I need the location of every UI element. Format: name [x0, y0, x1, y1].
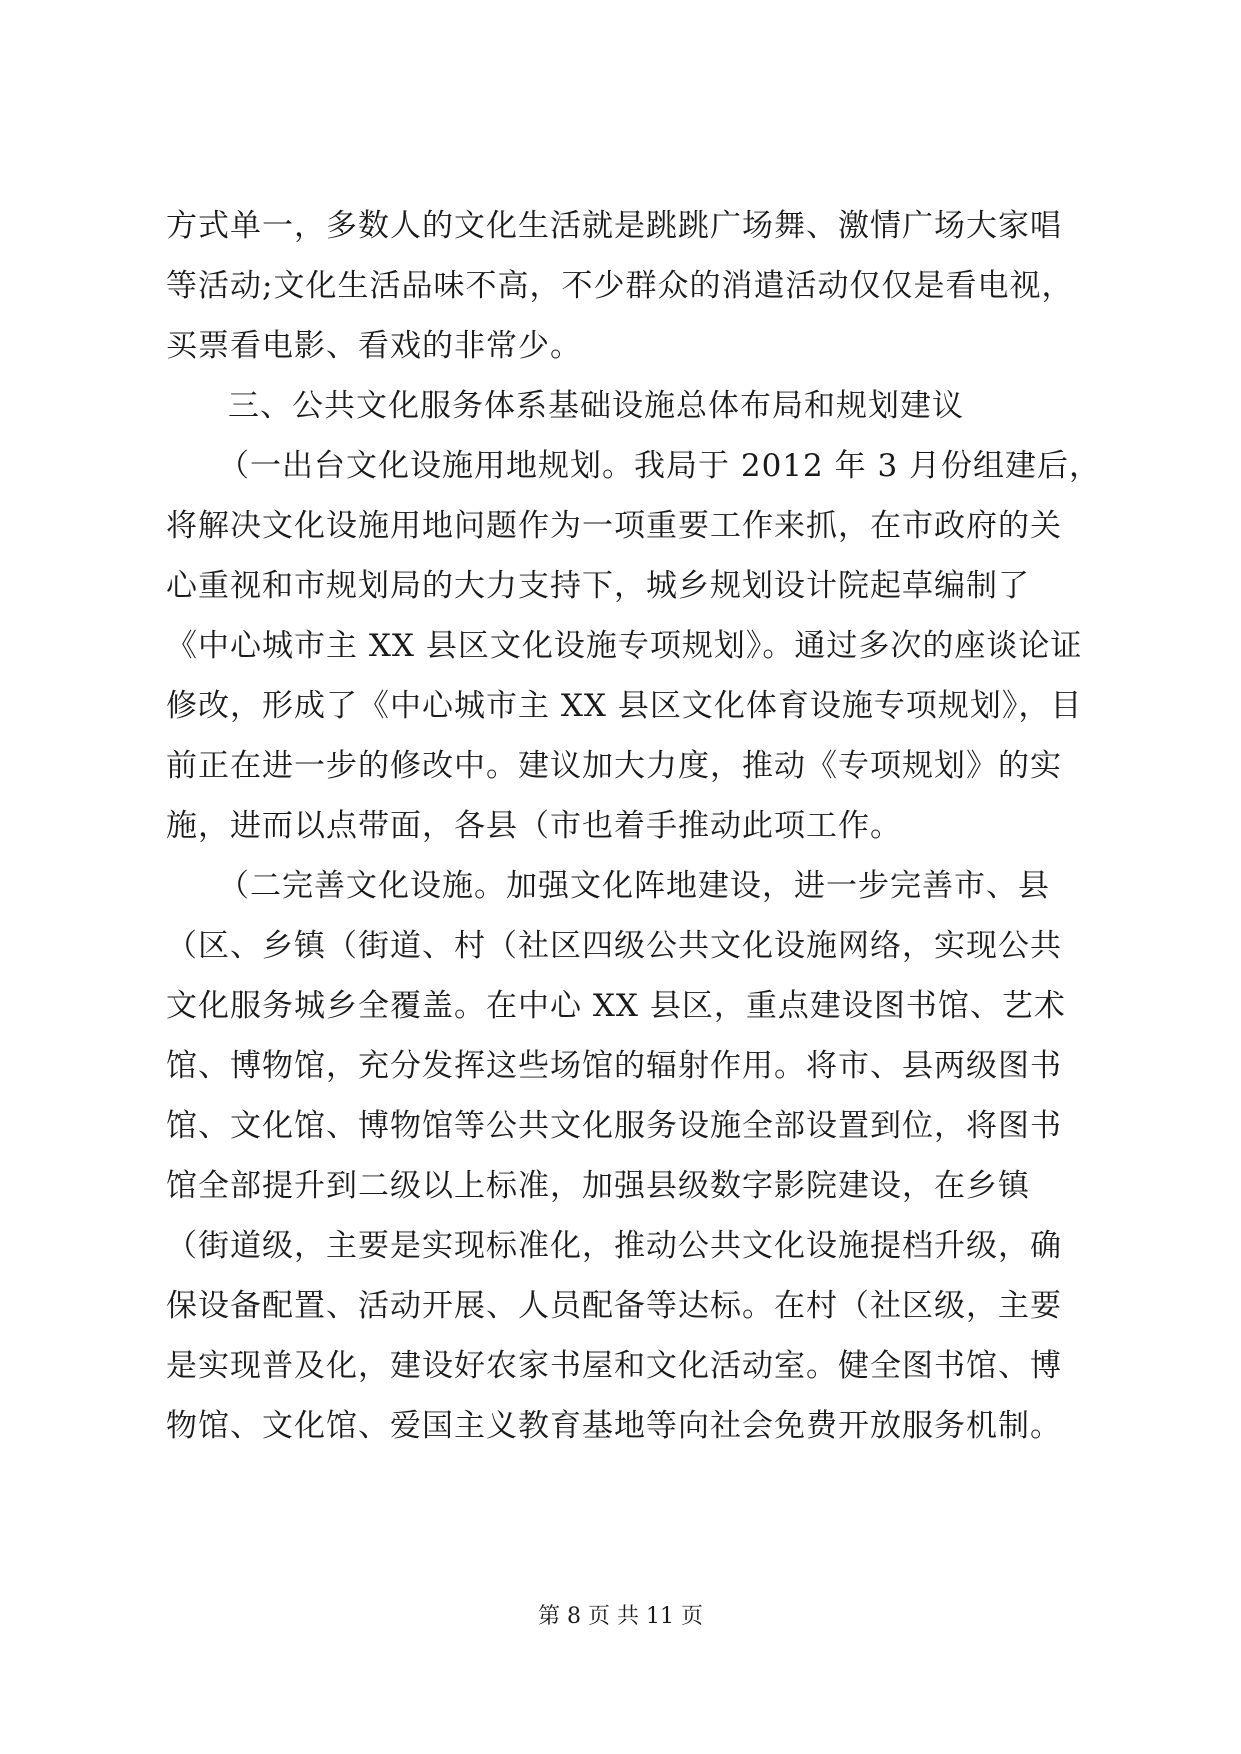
body-text-line: 将解决文化设施用地问题作为一项重要工作来抓，在市政府的关 [166, 508, 1062, 544]
body-text-line: 买票看电影、看戏的非常少。 [166, 328, 582, 364]
body-text-line: 心重视和市规划局的大力支持下，城乡规划设计院起草编制了 [166, 568, 1030, 604]
body-text-line: （一出台文化设施用地规划。我局于 2012 年 3 月份组建后， [218, 448, 1102, 484]
body-text-line: 是实现普及化，建设好农家书屋和文化活动室。健全图书馆、博 [166, 1348, 1062, 1384]
section-heading: 三、公共文化服务体系基础设施总体布局和规划建议 [228, 388, 964, 424]
body-text-line: 馆、文化馆、博物馆等公共文化服务设施全部设置到位，将图书 [166, 1108, 1062, 1144]
body-text-line: 《中心城市主 XX 县区文化设施专项规划》。通过多次的座谈论证 [166, 628, 1083, 664]
body-text-line: 施，进而以点带面，各县（市也着手推动此项工作。 [166, 808, 902, 844]
body-text-line: 保设备配置、活动开展、人员配备等达标。在村（社区级，主要 [166, 1288, 1062, 1324]
body-text-line: 前正在进一步的修改中。建议加大力度，推动《专项规划》的实 [166, 748, 1062, 784]
body-text-line: 物馆、文化馆、爱国主义教育基地等向社会免费开放服务机制。 [166, 1408, 1062, 1444]
body-text-line: 方式单一，多数人的文化生活就是跳跳广场舞、激情广场大家唱 [166, 208, 1062, 244]
body-text-line: 文化服务城乡全覆盖。在中心 XX 县区，重点建设图书馆、艺术 [166, 988, 1066, 1024]
page-number-footer: 第 8 页 共 11 页 [538, 1604, 703, 1629]
body-text-line: （二完善文化设施。加强文化阵地建设，进一步完善市、县 [218, 868, 1050, 904]
body-text-line: 馆、博物馆，充分发挥这些场馆的辐射作用。将市、县两级图书 [166, 1048, 1062, 1084]
body-text-line: 修改，形成了《中心城市主 XX 县区文化体育设施专项规划》，目 [166, 688, 1083, 724]
body-text-line: （区、乡镇（街道、村（社区四级公共文化设施网络，实现公共 [166, 928, 1062, 964]
body-text-line: 馆全部提升到二级以上标准，加强县级数字影院建设，在乡镇 [166, 1168, 1030, 1204]
body-text-line: 等活动;文化生活品味不高，不少群众的消遣活动仅仅是看电视， [166, 268, 1074, 304]
body-text-line: （街道级，主要是实现标准化，推动公共文化设施提档升级，确 [166, 1228, 1062, 1264]
